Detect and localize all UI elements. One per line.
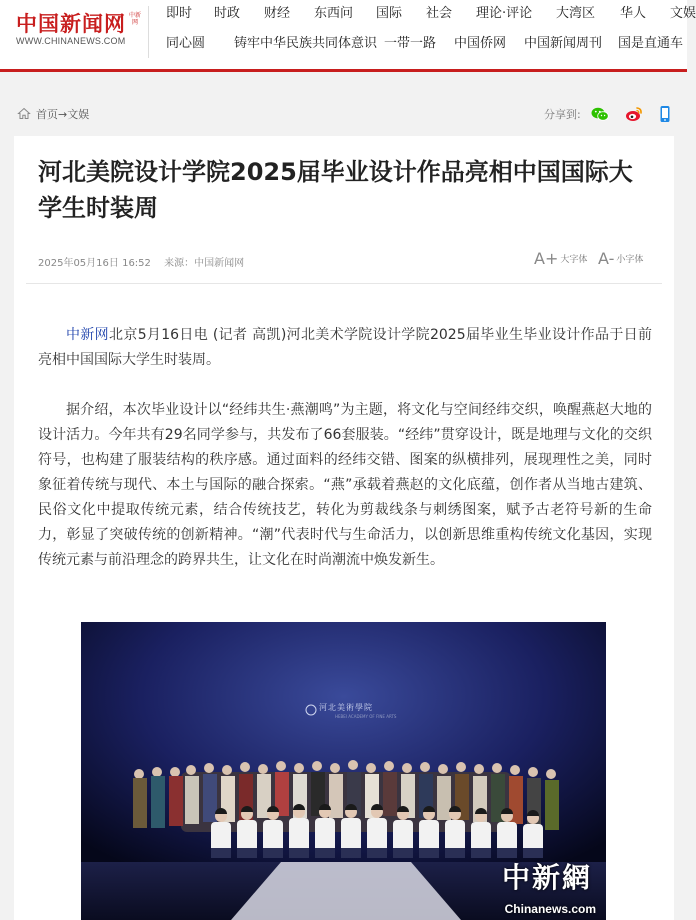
stage-logo-subtext: HEBEI ACADEMY OF FINE ARTS	[335, 714, 397, 719]
nav-item-wenyu[interactable]: 文娱	[670, 6, 696, 21]
font-large-icon	[534, 249, 558, 268]
stage-logo-text: 河北美術學院	[319, 703, 373, 712]
title-divider	[26, 283, 662, 284]
photo-watermark-en: Chinanews.com	[504, 902, 596, 916]
home-icon[interactable]	[18, 108, 30, 119]
nav-item-zhoukan[interactable]: 中国新闻周刊	[524, 36, 603, 51]
logo-chinese: 中国新闻网	[16, 11, 126, 36]
article-paragraph-body: 据介绍，本次毕业设计以“经纬共生·燕潮鸣”为主题，将文化与空间经纬交织，唤醒燕赵大地的设计活力。今年共有29名同学参与，共发布了66套服装。“经纬”贯穿设计，既是地理与文化的交织符号，也构建了服装结构的秩序感。通过面料的经纬交错、图案的纵横排列，展现理性之美，同时象征着传统与现代、本土与国际的融合探索。“燕”承载着燕赵的文化底蕴，创作者从当地古建筑、民俗文化中提取传统元素，结合传统技艺，转化为剪裁线条与刺绣图案，赋予古老符号新的生命力，彰显了突破传统的创新精神。“潮”代表时代与生命活力，以创新思维重构传统文化基因，实现传统元素与前沿理念的跨界共生，让文化在时尚潮流中焕发新生。	[38, 402, 652, 568]
article-card	[14, 136, 674, 920]
font-small-label: 小字体	[616, 255, 644, 265]
nav-item-dawanqu[interactable]: 大湾区	[556, 6, 596, 21]
article-date: 2025年05月16日 16:52	[38, 258, 151, 269]
font-small-sign: -	[608, 249, 615, 268]
mobile-icon[interactable]	[655, 104, 675, 124]
logo-english: WWW.CHINANEWS.COM	[16, 36, 126, 46]
font-large-sign: +	[544, 249, 559, 268]
source-link[interactable]: 中新网	[66, 327, 110, 343]
wechat-icon[interactable]	[590, 104, 610, 124]
logo-small-text: 中新网	[129, 12, 142, 26]
breadcrumb[interactable]: 首页→文娱	[36, 108, 90, 121]
article-paragraph-lead	[38, 323, 652, 373]
site-logo[interactable]	[16, 8, 144, 50]
nav-item-qiaowang[interactable]: 中国侨网	[454, 36, 507, 51]
lead-text: 北京5月16日电 (记者 高凯)河北美术学院设计学院2025届毕业生毕业设计作品于日前亮相中国国际大学生时装周。	[38, 327, 652, 368]
nav-item-shizheng[interactable]: 时政	[214, 6, 241, 21]
nav-item-yidaiyilu[interactable]: 一带一路	[384, 36, 437, 51]
article-photo	[81, 622, 606, 920]
font-small-icon	[598, 249, 614, 268]
nav-item-zhitongche[interactable]: 国是直通车	[618, 36, 684, 51]
share-label: 分享到:	[544, 108, 581, 121]
nav-item-lilun-pinglun[interactable]: 理论·评论	[476, 6, 533, 21]
article-title: 河北美院设计学院2025届毕业设计作品亮相中国国际大学生时装周	[38, 158, 633, 222]
nav-item-tongxinyuan[interactable]: 同心圆	[166, 36, 206, 51]
font-small-glyph: A	[598, 249, 609, 268]
article-source: 来源：中国新闻网	[164, 258, 245, 269]
photo-watermark-cn: 中新網	[501, 861, 592, 894]
breadcrumb-bar	[0, 100, 687, 128]
font-small-button[interactable]	[598, 249, 643, 268]
header-divider	[148, 6, 149, 58]
article-meta	[38, 254, 254, 269]
nav-item-huaren[interactable]: 华人	[620, 6, 647, 21]
nav-item-caijing[interactable]: 财经	[264, 6, 291, 21]
site-header	[0, 0, 696, 72]
font-large-button[interactable]	[534, 249, 587, 268]
nav-item-jishi[interactable]: 即时	[166, 6, 193, 21]
nav-item-guoji[interactable]: 国际	[376, 6, 403, 21]
nav-item-dongxiwen[interactable]: 东西问	[314, 6, 354, 21]
font-large-label: 大字体	[560, 255, 588, 265]
nav-item-shehui[interactable]: 社会	[426, 6, 453, 21]
nav-item-zhulao[interactable]: 铸牢中华民族共同体意识	[234, 36, 378, 51]
font-large-glyph: A	[534, 249, 545, 268]
weibo-icon[interactable]	[624, 104, 644, 124]
